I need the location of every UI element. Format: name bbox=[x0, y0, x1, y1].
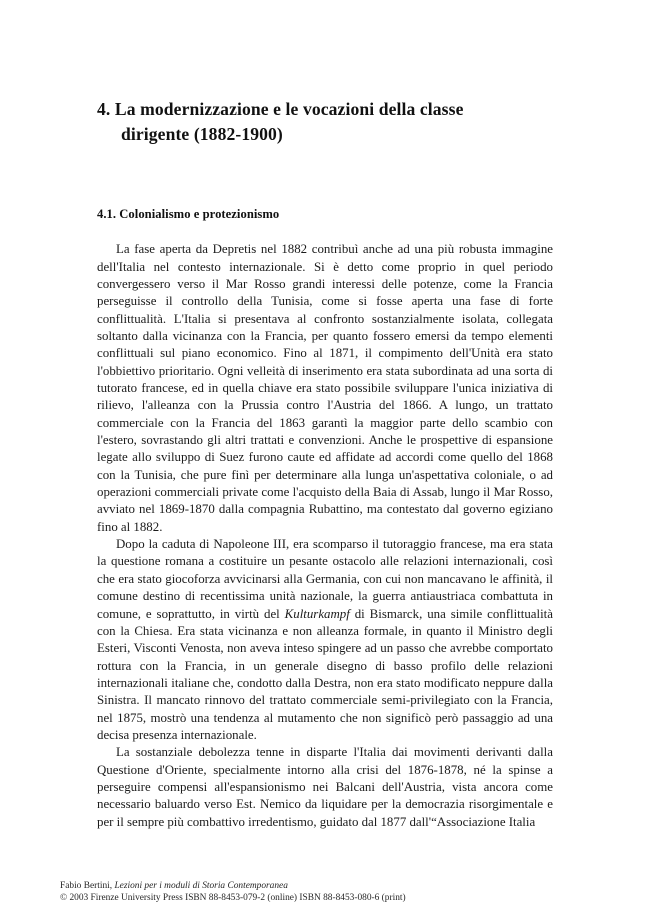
chapter-title-line-1: 4. La modernizzazione e le vocazioni della classe bbox=[97, 99, 464, 119]
paragraph-2 bbox=[97, 536, 553, 744]
footer-work-title: Lezioni per i moduli di Storia Contemporanea bbox=[114, 881, 288, 891]
chapter-title-line-2: dirigente (1882-1900) bbox=[121, 123, 283, 144]
paragraph-2-italic-term: Kulturkampf bbox=[284, 606, 350, 621]
paragraph-3 bbox=[97, 744, 553, 831]
page-content-column bbox=[97, 0, 553, 831]
paragraph-1-run-1: La fase aperta da Depretis nel 1882 contribuì anche ad una più robusta immagine dell'Italia nel contesto internazionale. Si è detto come proprio in quel periodo convergessero verso il Mar Rosso grandi interessi delle potenze, come la Francia perseguisse il controllo della Tunisia, come si fosse aperta una fase di forte conflittualità. L'Italia si presentava al confronto sostanzialmente isolata, collegata soltanto dalla vicinanza con la Francia, per quanto fossero emersi da tempo elementi conflittuali sul piano economico. Fino al 1871, il compimento dell'Unità era stato l'obbiettivo prioritario. Ogni velleità di inserimento era stata subordinata ad una sorta di tutorato francese, ed in quella chiave era stato possibile sviluppare l'unica iniziativa di rilievo, l'alleanza con la Prussia contro l'Austria del 1866. A lungo, un trattato commerciale con la Francia del 1863 garantì la maggior parte dello scambio con l'estero, sovrastando gli altri trattati e convenzioni. Anche le prospettive di espansione legate allo sviluppo di Suez furono caute ed affidate ad accordi come quello del 1868 con la Tunisia, che pure finì per determinare alla lunga un'aspettativa coloniale, o ad operazioni commerciali private come l'acquisto della Baia di Assab, lungo il Mar Rosso, avviato nel 1869-1870 dalla compagnia Rubattino, ma contestato dal governo egiziano fino al 1882. bbox=[97, 242, 553, 534]
body-text-block bbox=[97, 222, 553, 831]
chapter-title bbox=[97, 0, 553, 147]
paragraph-2-run-1: Dopo la caduta di Napoleone III, era scomparso il tutoraggio francese, ma era stata la questione romana a costituire un pesante ostacolo alle relazioni internazionali, così che era stato giocoforza avvicinarsi alla Germania, con cui non mancavano le affinità, il comune destino di recentissima unità nazionale, la guerra antiaustriaca combattuta in comune, e soprattutto, in virtù del bbox=[97, 537, 553, 621]
paragraph-3-run-1: La sostanziale debolezza tenne in disparte l'Italia dai movimenti derivanti dalla Questione d'Oriente, specialmente intorno alla crisi del 1876-1878, né la spinse a perseguire compensi all'espansionismo nei Balcani dell'Austria, vista ancora come necessario baluardo verso Est. Nemico da liquidare per la democrazia risorgimentale e per il sempre più combattivo irredentismo, guidato dal 1877 dall'“Associazione Italia bbox=[97, 745, 553, 829]
paragraph-1 bbox=[97, 241, 553, 536]
footer-author: Fabio Bertini, bbox=[60, 881, 115, 891]
paragraph-2-run-3: di Bismarck, una simile conflittualità con la Chiesa. Era stata vicinanza e non alleanza formale, in quanto il Ministro degli Esteri, Visconti Venosta, non aveva inteso spingere ad un passo che avrebbe comportato rottura con la Francia, in un generale disegno di basso profilo delle relazioni internazionali italiane che, condotto dalla Destra, non era stato modificato neppure dalla Sinistra. Il mancato rinnovo del trattato commerciale semi-privilegiato con la Francia, nel 1875, mostrò una tendenza al mutamento che non significò però passaggio ad una decisa presenza internazionale. bbox=[97, 606, 553, 742]
section-heading: 4.1. Colonialismo e protezionismo bbox=[97, 206, 280, 221]
footer-citation-line bbox=[60, 880, 580, 892]
footer-copyright-line: © 2003 Firenze University Press ISBN 88-8453-079-2 (online) ISBN 88-8453-080-6 (print) bbox=[60, 893, 406, 904]
page-footer bbox=[60, 880, 580, 905]
